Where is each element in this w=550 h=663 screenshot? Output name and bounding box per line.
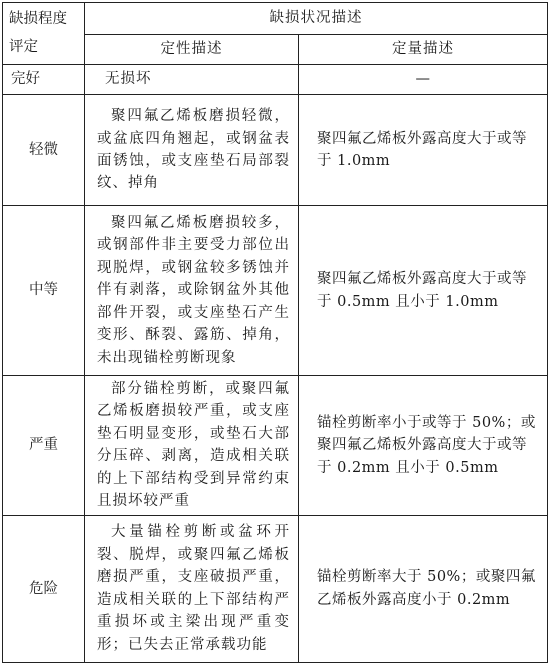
- header-quantitative-cell: [299, 35, 548, 65]
- qualitative-cell: [85, 376, 299, 516]
- grade-label: 危险: [29, 580, 58, 597]
- table-row: [3, 95, 548, 206]
- header-quantitative-label: 定量描述: [392, 41, 454, 58]
- grade-cell: [3, 206, 85, 376]
- grade-cell: [3, 515, 85, 662]
- header-grade-line1: 缺损程度: [9, 10, 67, 27]
- quantitative-text: 锚栓剪断率小于或等于 50%；或聚四氟乙烯板外露高度大于或等于 0.2mm 且小于 0.5mm: [317, 414, 536, 476]
- quantitative-cell: [299, 206, 548, 376]
- header-row-top: [3, 3, 548, 35]
- header-description-label: 缺损状况描述: [269, 10, 363, 27]
- header-description-cell: [85, 3, 548, 35]
- table-row: [3, 65, 548, 95]
- defect-assessment-table: [2, 2, 548, 663]
- quantitative-text: 锚栓剪断率大于 50%；或聚四氟乙烯板外露高度小于 0.2mm: [317, 569, 536, 608]
- qualitative-text: 部分锚栓剪断，或聚四氟乙烯板磨损较严重，或支座垫石明显变形，或垫石大部分压碎、剥离，造成相关联的上下部结构受到异常约束且损坏较严重: [97, 381, 290, 510]
- grade-cell: [3, 95, 85, 206]
- quantitative-text: —: [415, 71, 431, 88]
- table-row: [3, 206, 548, 376]
- grade-label: 严重: [29, 437, 58, 454]
- qualitative-cell: [85, 515, 299, 662]
- qualitative-cell: [85, 206, 299, 376]
- qualitative-cell: [85, 65, 299, 95]
- grade-cell: [3, 65, 85, 95]
- header-qualitative-label: 定性描述: [160, 41, 223, 58]
- qualitative-text: 大量锚栓剪断或盆环开裂、脱焊，或聚四氟乙烯板磨损严重，支座破损严重，造成相关联的上下部结构严重损坏或主梁出现严重变形；已失去正常承载功能: [97, 524, 290, 653]
- quantitative-text: 聚四氟乙烯板外露高度大于或等于 1.0mm: [317, 130, 527, 169]
- qualitative-text: 聚四氟乙烯板磨损轻微，或盆底四角翘起，或钢盆表面锈蚀，或支座垫石局部裂纹、掉角: [97, 108, 290, 192]
- qualitative-text: 聚四氟乙烯板磨损较多，或钢部件非主要受力部位出现脱焊，或钢盆较多锈蚀并伴有剥落，或除钢盆外其他部件开裂，或支座垫石产生变形、酥裂、露筋、掉角，未出现锚栓剪断现象: [97, 214, 290, 366]
- grade-label: 轻微: [29, 141, 58, 158]
- header-row-sub: [3, 35, 548, 65]
- quantitative-cell: [299, 95, 548, 206]
- header-qualitative-cell: [85, 35, 299, 65]
- quantitative-cell: [299, 515, 548, 662]
- quantitative-text: 聚四氟乙烯板外露高度大于或等于 0.5mm 且小于 1.0mm: [317, 271, 527, 310]
- header-grade-cell: [3, 3, 85, 65]
- qualitative-text: 无损坏: [105, 71, 152, 88]
- table-row: [3, 515, 548, 662]
- quantitative-cell: [299, 376, 548, 516]
- grade-cell: [3, 376, 85, 516]
- header-grade-line2: 评定: [9, 38, 38, 55]
- grade-label: 完好: [11, 71, 40, 88]
- grade-label: 中等: [29, 282, 58, 299]
- table-row: [3, 376, 548, 516]
- quantitative-cell: [299, 65, 548, 95]
- qualitative-cell: [85, 95, 299, 206]
